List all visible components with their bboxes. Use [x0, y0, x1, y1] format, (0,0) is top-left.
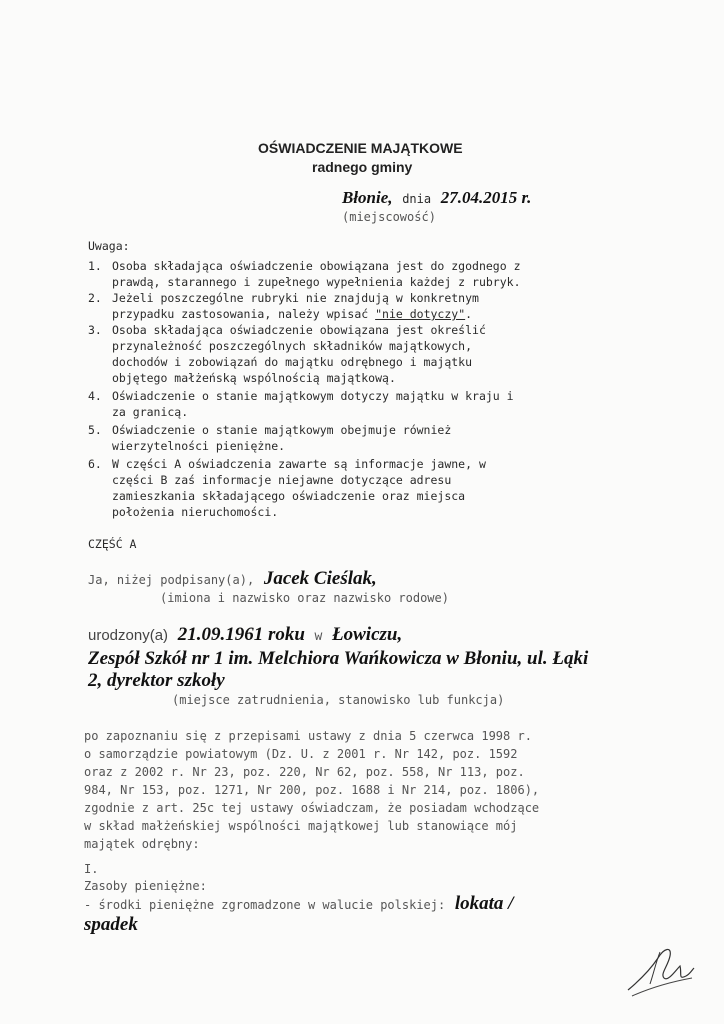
handwritten-signature [620, 940, 700, 1000]
notes-heading: Uwaga: [88, 239, 130, 253]
statement-line-7: majątek odrębny: [84, 837, 200, 851]
signatory-name: Jacek Cieślak, [263, 568, 377, 589]
note-4-num: 4. [88, 389, 102, 403]
signatory-line [88, 568, 377, 590]
cash-line [84, 893, 513, 915]
name-caption: (imiona i nazwisko oraz nazwisko rodowe) [160, 591, 449, 605]
note-6-line-4: położenia nieruchomości. [112, 505, 279, 519]
note-5-num: 5. [88, 423, 102, 437]
born-prefix: urodzony(a) [88, 627, 169, 644]
date-prefix: dnia [402, 192, 432, 206]
note-6-line-3: zamieszkania składającego oświadczenie oraz miejsca [112, 489, 466, 503]
note-2-num: 2. [88, 291, 102, 305]
place-date-line [342, 188, 531, 208]
part-a-heading: CZĘŚĆ A [88, 537, 137, 551]
cash-value-2: spadek [84, 914, 138, 935]
note-6-num: 6. [88, 457, 102, 471]
born-in-word: w [314, 629, 323, 644]
note-6-line-1: W części A oświadczenia zawarte są informacje jawne, w [112, 457, 486, 471]
birth-line [88, 624, 402, 646]
note-5-line-2: wierzytelności pieniężne. [112, 439, 286, 453]
employment-line-1: Zespół Szkół nr 1 im. Melchiora Wańkowicza w Błoniu, ul. Łąki [88, 648, 589, 669]
birth-date: 21.09.1961 roku [177, 624, 305, 645]
birth-place: Łowiczu, [332, 624, 403, 645]
cash-label: - środki pieniężne zgromadzone w walucie polskiej: [84, 898, 446, 912]
section-number: I. [84, 862, 99, 876]
statement-line-5: zgodnie z art. 25c tej ustawy oświadczam, że posiadam wchodzące [84, 801, 540, 815]
employment-line-2: 2, dyrektor szkoły [88, 670, 225, 691]
note-2-line-2 [112, 307, 472, 321]
section-title: Zasoby pieniężne: [84, 879, 207, 893]
note-3-line-2: przynależność poszczególnych składników majątkowych, [112, 339, 473, 353]
note-5-line-1: Oświadczenie o stanie majątkowym obejmuje również [112, 423, 452, 437]
note-2-tail: . [465, 307, 473, 321]
signed-prefix: Ja, niżej podpisany(a), [88, 573, 255, 587]
date-value: 27.04.2015 r. [440, 188, 532, 207]
place-caption: (miejscowość) [342, 210, 436, 224]
document-subtitle: radnego gminy [312, 159, 413, 175]
cash-value-1: lokata / [454, 893, 514, 914]
note-4-line-1: Oświadczenie o stanie majątkowym dotyczy majątku w kraju i [112, 389, 514, 403]
note-4-line-2: za granicą. [112, 405, 189, 419]
note-2-quoted: "nie dotyczy" [375, 307, 466, 321]
note-1-line-2: prawdą, starannego i zupełnego wypełnienia każdej z rubryk. [112, 275, 521, 289]
statement-line-2: o samorządzie powiatowym (Dz. U. z 2001 r. Nr 142, poz. 1592 [84, 747, 518, 761]
note-6-line-2: części B zaś informacje niejawne dotyczące adresu [112, 473, 452, 487]
note-3-line-1: Osoba składająca oświadczenie obowiązana jest określić [112, 323, 486, 337]
employment-caption: (miejsce zatrudnienia, stanowisko lub funkcja) [172, 693, 505, 707]
note-3-line-3: dochodów i zobowiązań do majątku odrębnego i majątku [112, 355, 473, 369]
note-1-num: 1. [88, 259, 102, 273]
document-title: OŚWIADCZENIE MAJĄTKOWE [258, 140, 463, 156]
note-2-line-2-text: przypadku zastosowania, należy wpisać [112, 307, 369, 321]
statement-line-3: oraz z 2002 r. Nr 23, poz. 220, Nr 62, poz. 558, Nr 113, poz. [84, 765, 525, 779]
note-2-line-1: Jeżeli poszczególne rubryki nie znajdują w konkretnym [112, 291, 479, 305]
note-3-num: 3. [88, 323, 102, 337]
statement-line-4: 984, Nr 153, poz. 1271, Nr 200, poz. 1688 i Nr 214, poz. 1806), [84, 783, 540, 797]
place-value: Błonie, [342, 188, 393, 207]
statement-line-1: po zapoznaniu się z przepisami ustawy z dnia 5 czerwca 1998 r. [84, 729, 532, 743]
note-3-line-4: objętego małżeńską wspólnością majątkową. [112, 371, 396, 385]
note-1-line-1: Osoba składająca oświadczenie obowiązana jest do zgodnego z [112, 259, 521, 273]
statement-line-6: w skład małżeńskiej wspólności majątkowej lub stanowiące mój [84, 819, 518, 833]
